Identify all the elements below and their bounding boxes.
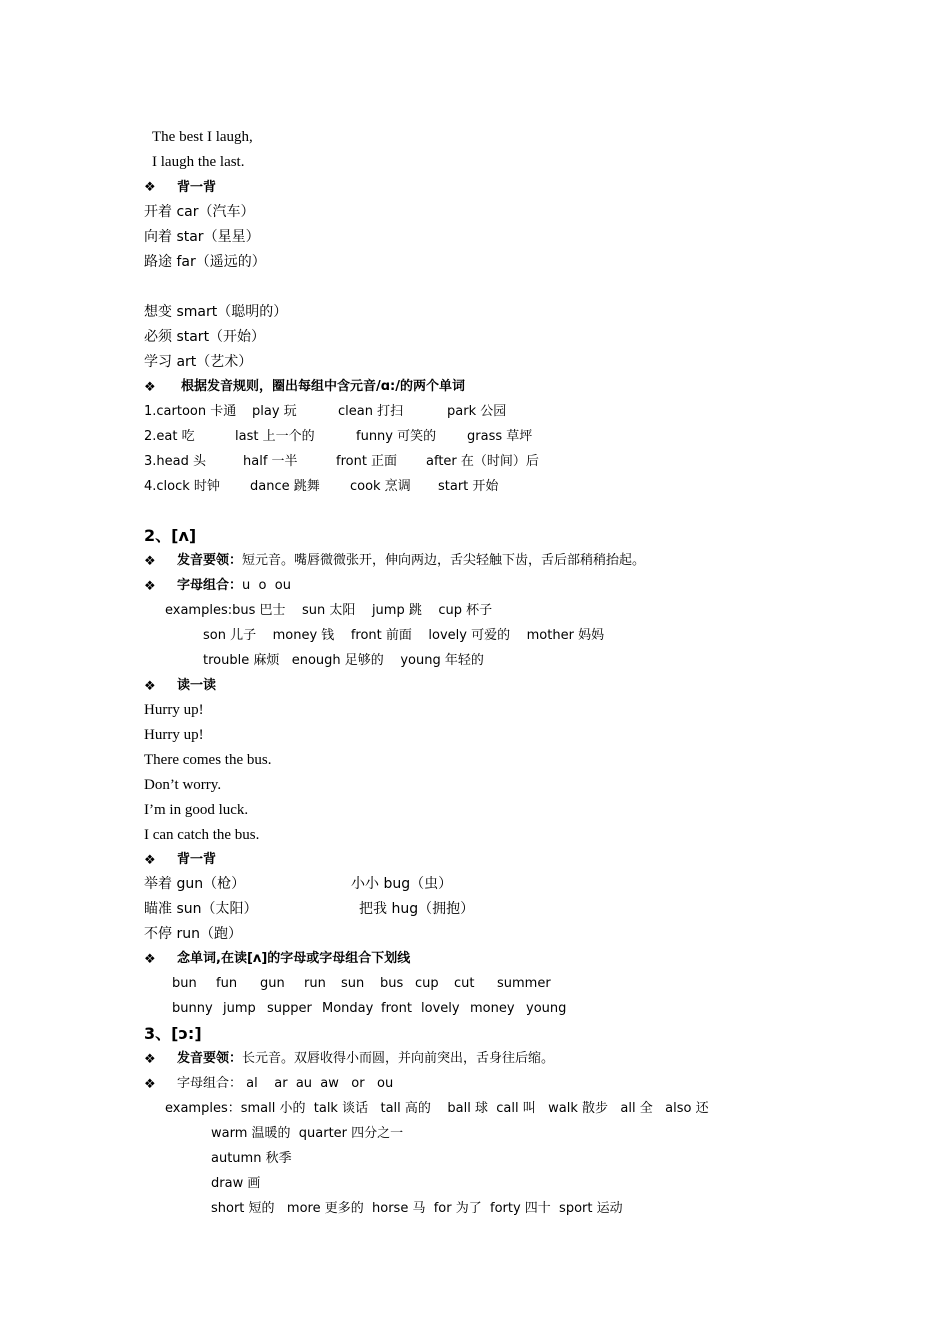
word-item: front [381,1001,412,1016]
word-item: lovely [421,1001,460,1016]
exercise-row [144,455,664,471]
word-item: sun [341,976,365,991]
word-item: grass 草坪 [467,429,533,444]
poem-line: Don’t worry. [144,777,222,793]
poem-line: Hurry up! [144,702,204,718]
word-item: summer [497,976,551,991]
pronunciation-tip [177,554,645,567]
poem-line: There comes the bus. [144,752,272,768]
word-item: young [526,1001,567,1016]
word-row [172,1002,572,1018]
bullet-icon: ❖ [144,952,156,967]
examples-line: draw 画 [211,1176,261,1191]
section-title: 2、[ʌ] [144,526,197,545]
word-item: half 一半 [243,454,298,469]
section-heading: 根据发音规则，圈出每组中含元音/ɑ:/的两个单词 [181,379,466,394]
word-item: 4.clock 时钟 [144,479,220,494]
word-item: gun [260,976,285,991]
bullet-icon: ❖ [144,1052,156,1067]
exercise-row [144,405,664,421]
tip-label: 发音要领： [177,1051,243,1066]
section-heading: 念单词,在读[ʌ]的字母或字母组合下划线 [177,951,411,966]
recite-line: 必须 start（开始） [144,329,266,345]
poem-line: The best I laugh, [152,129,253,145]
word-item: fun [216,976,238,991]
examples-line: examples:bus 巴士 sun 太阳 jump 跳 cup 杯子 [165,603,493,618]
examples-line: short 短的 more 更多的 horse 马 for 为了 forty 四十 sport 运动 [211,1201,623,1216]
poem-line: I can catch the bus. [144,827,260,843]
word-item: cut [454,976,475,991]
section-heading: 背一背 [177,180,217,195]
bullet-icon: ❖ [144,1077,156,1092]
word-item: cup [415,976,439,991]
section-heading: 读一读 [177,678,217,693]
word-item: bus [380,976,404,991]
examples-line: trouble 麻烦 enough 足够的 young 年轻的 [203,653,484,668]
examples-line: autumn 秋季 [211,1151,292,1166]
word-row [172,977,572,993]
recite-line: 开着 car（汽车） [144,204,255,220]
word-item: jump [223,1001,256,1016]
word-item: bun [172,976,197,991]
combo-label: 字母组合： [177,1076,243,1091]
word-item: bunny [172,1001,213,1016]
word-item: clean 打扫 [338,404,404,419]
combo-label: 字母组合： [177,578,243,593]
word-item: 3.head 头 [144,454,206,469]
bullet-icon: ❖ [144,853,156,868]
recite-line: 学习 art（艺术） [144,354,253,370]
bullet-icon: ❖ [144,679,156,694]
word-item: play 玩 [252,404,297,419]
word-item: run [304,976,326,991]
examples-line: warm 温暖的 quarter 四分之一 [211,1126,404,1141]
section-heading: 背一背 [177,852,217,867]
letter-combination [177,579,291,592]
bullet-icon: ❖ [144,380,156,395]
word-item: funny 可笑的 [356,429,437,444]
word-item: 2.eat 吃 [144,429,195,444]
bullet-icon: ❖ [144,180,156,195]
recite-line: 路途 far（遥远的） [144,254,266,270]
tip-text: 长元音。双唇收得小而圆，并向前突出，舌身往后缩。 [242,1051,555,1066]
word-item: dance 跳舞 [250,479,320,494]
recite-line: 向着 star（星星） [144,229,260,245]
pronunciation-tip [177,1052,554,1065]
recite-line: 小小 bug（虫） [351,876,453,892]
word-item: supper [267,1001,312,1016]
poem-line: I’m in good luck. [144,802,249,818]
poem-line: Hurry up! [144,727,204,743]
word-item: park 公园 [447,404,507,419]
letter-combination [177,1077,393,1090]
word-item: 1.cartoon 卡通 [144,404,237,419]
examples-line: son 儿子 money 钱 front 前面 lovely 可爱的 mother 妈妈 [203,628,605,643]
section-title: 3、[ɔ:] [144,1024,202,1043]
exercise-row [144,480,664,496]
word-item: after 在（时间）后 [426,454,539,469]
tip-text: 短元音。嘴唇微微张开，伸向两边，舌尖轻触下齿，舌后部稍稍抬起。 [242,553,646,568]
word-item: cook 烹调 [350,479,411,494]
combo-text: u o ou [242,578,291,593]
bullet-icon: ❖ [144,579,156,594]
recite-line: 想变 smart（聪明的） [144,304,288,320]
recite-line: 不停 run（跑） [144,926,242,942]
word-item: start 开始 [438,479,499,494]
recite-line: 瞄准 sun（太阳） [144,901,258,917]
word-item: last 上一个的 [235,429,315,444]
examples-line: examples：small 小的 talk 谈话 tall 高的 ball 球 call 叫 walk 散步 all 全 also 还 [165,1101,709,1116]
bullet-icon: ❖ [144,554,156,569]
combo-text: al ar au aw or ou [242,1076,394,1091]
word-item: money [470,1001,515,1016]
exercise-row [144,430,664,446]
tip-label: 发音要领： [177,553,243,568]
poem-line: I laugh the last. [152,154,245,170]
recite-line: 举着 gun（枪） [144,876,246,892]
recite-line: 把我 hug（拥抱） [359,901,475,917]
word-item: Monday [322,1001,374,1016]
word-item: front 正面 [336,454,398,469]
